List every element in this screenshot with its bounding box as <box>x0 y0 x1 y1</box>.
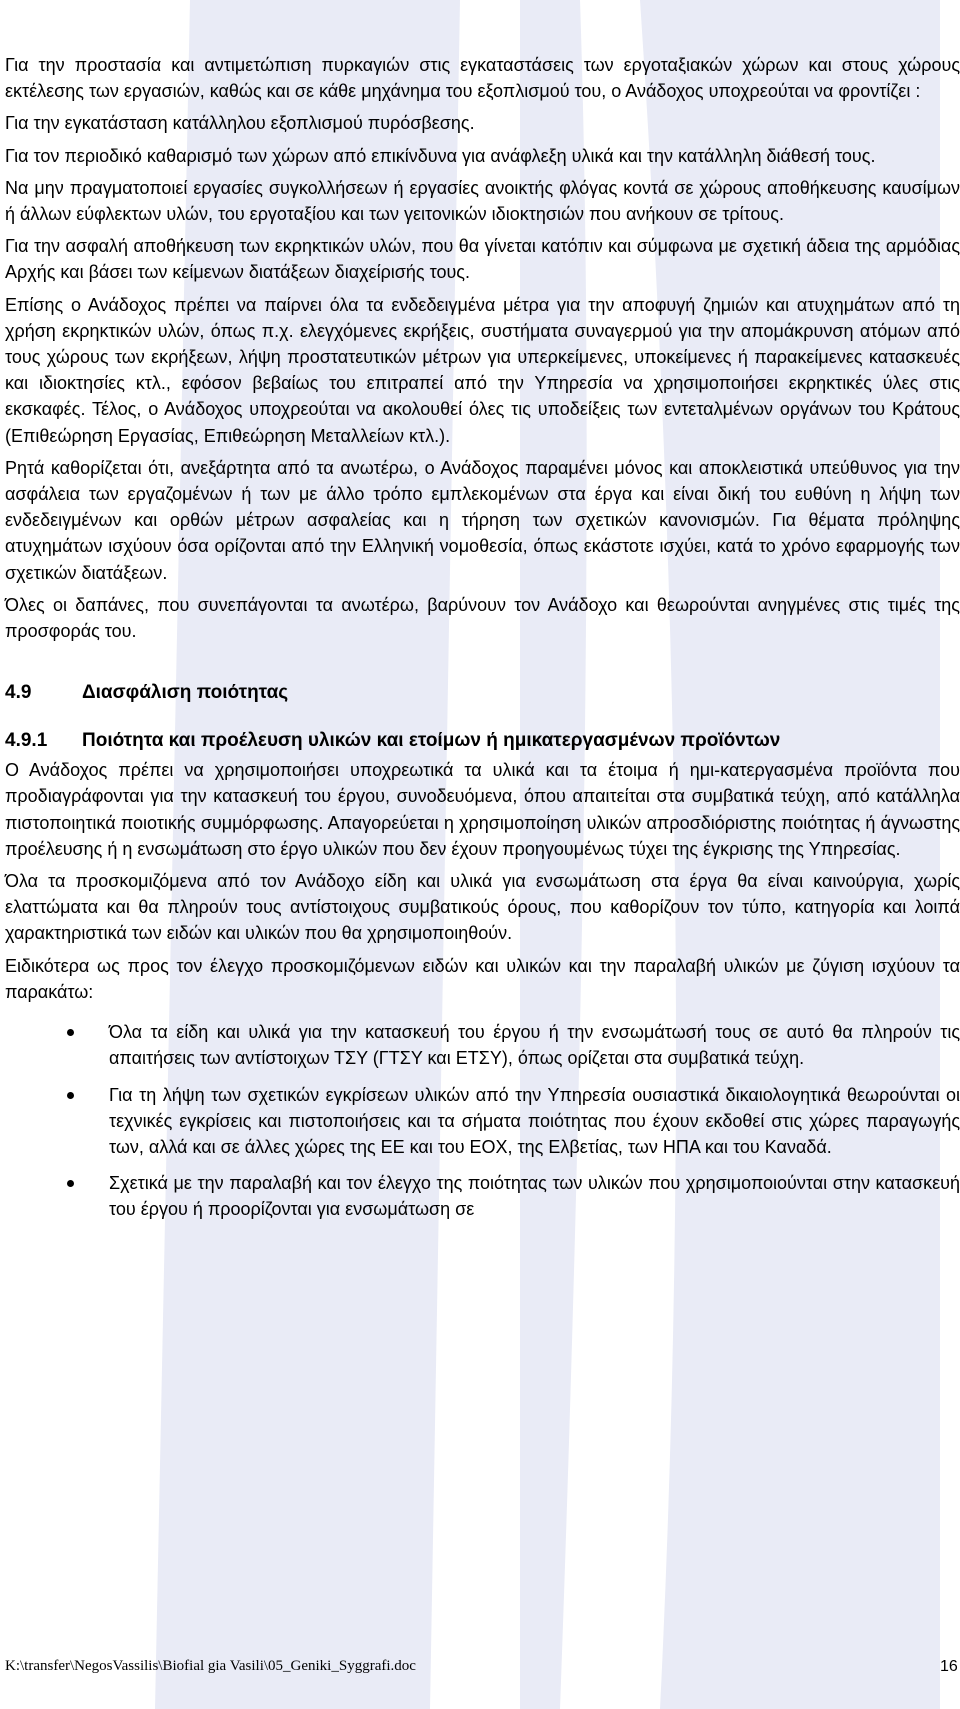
paragraph: Ειδικότερα ως προς τον έλεγχο προσκομιζόμενων ειδών και υλικών και την παραλαβή υλικών με ζύγιση ισχύουν τα παρακάτω: <box>5 955 960 1002</box>
subsection-title: Ποιότητα και προέλευση υλικών και ετοίμων ή ημικατεργασμένων προϊόντων <box>82 730 781 752</box>
paragraph: Για την προστασία και αντιμετώπιση πυρκαγιών στις εγκαταστάσεις των εργοταξιακών χώρων και στους χώρους εκτέλεσης των εργασιών, καθώς και σε κάθε μηχάνημα του εξοπλισμού του, ο Ανάδοχος υποχρεούται να φροντίζει : <box>5 55 960 102</box>
subsection-number: 4.9.1 <box>5 730 48 752</box>
list-item-text: Όλα τα είδη και υλικά για την κατασκευή του έργου ή την ενσωμάτωσή τους σε αυτό θα πληρούν τις απαιτήσεις των αντίστοιχων ΤΣΥ (ΓΤΣΥ και ΕΤΣΥ), όπως ορίζεται στα συμβατικά τεύχη. <box>109 1022 960 1069</box>
bullet-icon <box>67 1092 74 1099</box>
footer-file-path: K:\transfer\NegosVassilis\Biofial gia Vasili\05_Geniki_Syggrafi.doc <box>5 1658 416 1674</box>
section-number: 4.9 <box>5 682 32 704</box>
list-item <box>5 1019 960 1071</box>
paragraph: Ο Ανάδοχος πρέπει να χρησιμοποιήσει υποχρεωτικά τα υλικά και τα έτοιμα ή ημι-κατεργασμένα προϊόντα που προδιαγράφονται για την κατασκευή του έργου, συνοδευόμενα, όπου απαιτείται στα συμβατικά τεύχη, από κατάλληλα πιστοποιητικά ποιοτικής συμμόρφωσης. Απαγορεύεται η χρησιμοποίηση υλικών απροσδιόριστης ποιότητας ή άγνωστης προέλευσης ή η ενσωμάτωση στο έργο υλικών που δεν έχουν προηγουμένως τύχει της έγκρισης της Υπηρεσίας. <box>5 760 960 859</box>
page-number: 16 <box>940 1658 958 1675</box>
paragraph: Για τον περιοδικό καθαρισμό των χώρων από επικίνδυνα για ανάφλεξη υλικά και την κατάλληλη διάθεσή τους. <box>5 145 876 166</box>
list-item-text: Για τη λήψη των σχετικών εγκρίσεων υλικών από την Υπηρεσία ουσιαστικά δικαιολογητικά θεωρούνται οι τεχνικές εγκρίσεις και πιστοποιήσεις και τα σήματα ποιότητας που έχουν εκδοθεί στις χώρες παραγωγής των, αλλά και σε άλλες χώρες της ΕΕ και του ΕΟΧ, της Ελβετίας, των ΗΠΑ και του Καναδά. <box>109 1084 960 1157</box>
section-title: Διασφάλιση ποιότητας <box>82 682 289 704</box>
subsection-heading <box>5 728 960 754</box>
bullet-list <box>5 1019 960 1222</box>
paragraph: Για την εγκατάσταση κατάλληλου εξοπλισμού πυρόσβεσης. <box>5 113 475 134</box>
document-page <box>5 52 960 1233</box>
paragraph: Όλες οι δαπάνες, που συνεπάγονται τα ανωτέρω, βαρύνουν τον Ανάδοχο και θεωρούνται ανηγμένες στις τιμές της προσφοράς του. <box>5 594 960 642</box>
paragraph: Για την ασφαλή αποθήκευση των εκρηκτικών υλών, που θα γίνεται κατόπιν και σύμφωνα με σχετική άδεια της αρμόδιας Αρχής και βάσει των κείμενων διατάξεων διαχείρισής τους. <box>5 236 960 283</box>
bullet-icon <box>67 1029 74 1036</box>
paragraph: Επίσης ο Ανάδοχος πρέπει να παίρνει όλα τα ενδεδειγμένα μέτρα για την αποφυγή ζημιών και ατυχημάτων από τη χρήση εκρηκτικών υλών, όπως π.χ. ελεγχόμενες εκρήξεις, συστήματα συναγερμού για την απομάκρυνση ατόμων από τους χώρους των εκρήξεων, λήψη προστατευτικών μέτρων για υπερκείμενες, υποκείμενες ή παρακείμενες κατασκευές και ιδιοκτησίες κτλ., εφόσον βεβαίως του επιτραπεί από την Υπηρεσία να χρησιμοποιήσει εκρηκτικές ύλες στις εκσκαφές. Τέλος, ο Ανάδοχος υποχρεούται να ακολουθεί όλες τις υποδείξεις των εντεταλμένων οργάνων του Κράτους (Επιθεώρηση Εργασίας, Επιθεώρηση Μεταλλείων κτλ.). <box>5 294 960 446</box>
list-item <box>5 1170 960 1222</box>
paragraph: Όλα τα προσκομιζόμενα από τον Ανάδοχο είδη και υλικά για ενσωμάτωση στα έργα θα είναι καινούργια, χωρίς ελαττώματα και θα πληρούν τους αντίστοιχους συμβατικούς όρους, που καθορίζουν τον τύπο, κατηγορία και λοιπά χαρακτηριστικά των ειδών και υλικών που θα χρησιμοποιηθούν. <box>5 871 960 944</box>
bullet-icon <box>67 1180 74 1187</box>
list-item <box>5 1082 960 1161</box>
list-item-text: Σχετικά με την παραλαβή και τον έλεγχο της ποιότητας των υλικών που χρησιμοποιούνται στην κατασκευή του έργου ή προορίζονται για ενσωμάτωση σε <box>109 1173 960 1220</box>
paragraph: Να μην πραγματοποιεί εργασίες συγκολλήσεων ή εργασίες ανοικτής φλόγας κοντά σε χώρους αποθήκευσης καυσίμων ή άλλων εύφλεκτων υλών, του εργοταξίου και των γειτονικών ιδιοκτησιών που ανήκουν σε τρίτους. <box>5 177 960 225</box>
section-heading <box>5 680 960 706</box>
paragraph: Ρητά καθορίζεται ότι, ανεξάρτητα από τα ανωτέρω, ο Ανάδοχος παραμένει μόνος και αποκλειστικά υπεύθυνος για την ασφάλεια των εργαζομένων ή των με άλλο τρόπο εμπλεκομένων στα έργα και είναι δική του ευθύνη η λήψη των ενδεδειγμένων και ορθών μέτρων ασφαλείας και η τήρηση των σχετικών κανονισμών. Για θέματα πρόληψης ατυχημάτων ισχύουν όσα ορίζονται από την Ελληνική νομοθεσία, όπως εκάστοτε ισχύει, κατά το χρόνο εφαρμογής των σχετικών διατάξεων. <box>5 457 960 583</box>
